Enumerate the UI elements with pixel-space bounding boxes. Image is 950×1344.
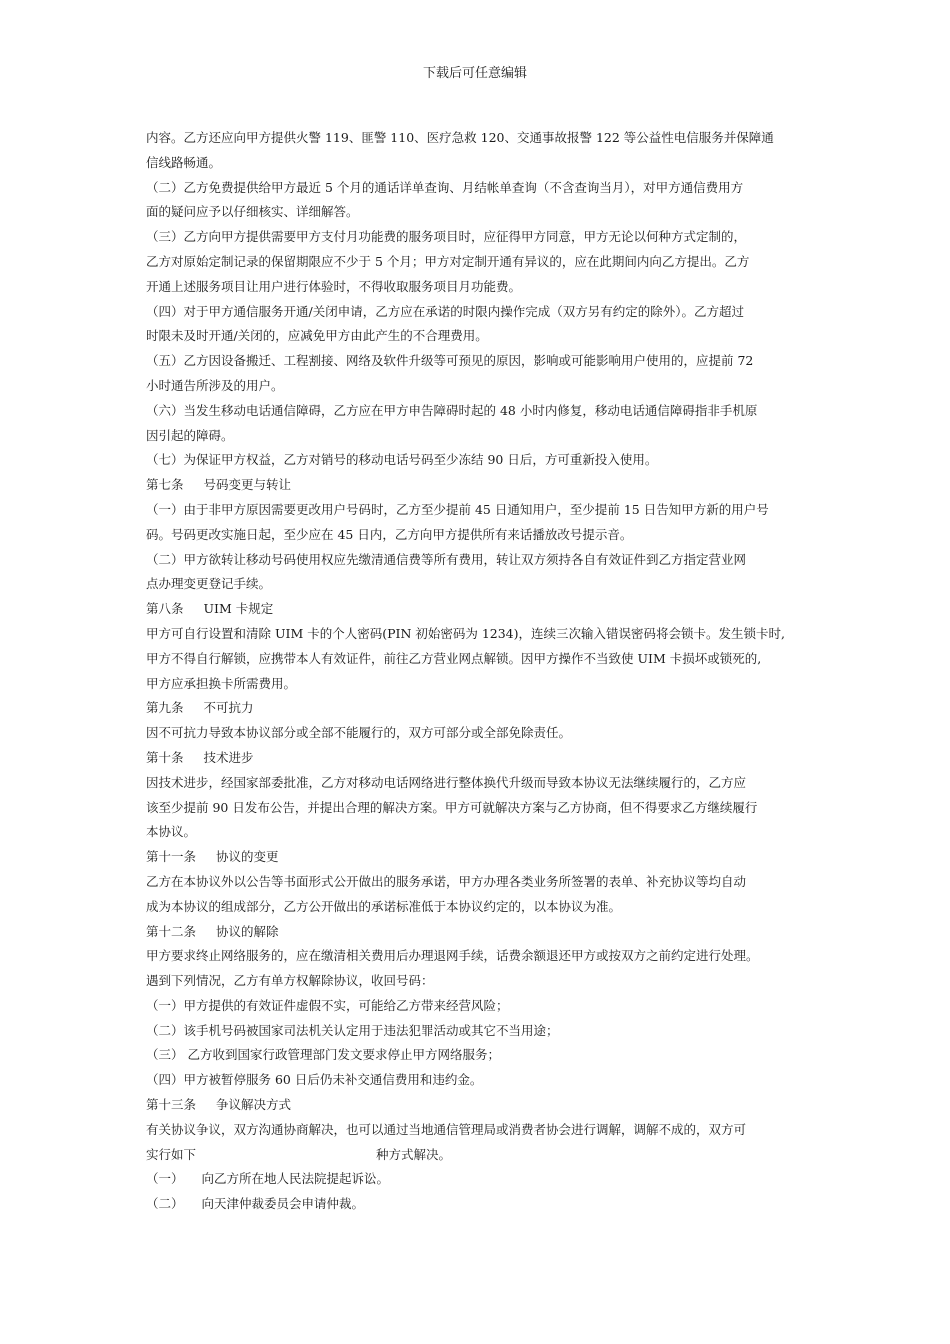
paragraph-line: 因不可抗力导致本协议部分或全部不能履行的，双方可部分或全部免除责任。 [146, 725, 572, 741]
paragraph-line: 甲方不得自行解锁，应携带本人有效证件，前往乙方营业网点解锁。因甲方操作不当致使 UIM 卡损坏或锁死的, [146, 650, 762, 666]
option-line [146, 1192, 826, 1217]
option-label: （一） [146, 1171, 184, 1187]
article-number: 第八条 [146, 601, 184, 617]
paragraph-line: 乙方对原始定制记录的保留期限应不少于 5 个月；甲方对定制开通有异议的，应在此期间内向乙方提出。乙方 [146, 253, 750, 269]
option-text: 向乙方所在地人民法院提起诉讼。 [201, 1171, 390, 1187]
paragraph-line: 码。号码更改实施日起，至少应在 45 日内，乙方向甲方提供所有来话播放改号提示音。 [146, 526, 633, 542]
paragraph-line: （七）为保证甲方权益，乙方对销号的移动电话号码至少冻结 90 日后，方可重新投入使用。 [146, 452, 658, 468]
paragraph-line: 时限未及时开通/关闭的，应减免甲方由此产生的不合理费用。 [146, 328, 488, 344]
article-title: 不可抗力 [203, 700, 254, 716]
article-number: 第九条 [146, 700, 184, 716]
paragraph-line: （四）甲方被暂停服务 60 日后仍未补交通信费用和违约金。 [146, 1072, 483, 1088]
option-line [146, 1167, 826, 1192]
paragraph-line: 遇到下列情况，乙方有单方权解除协议，收回号码： [146, 973, 434, 989]
article-title: 协议的解除 [216, 923, 279, 939]
paragraph-line: 点办理变更登记手续。 [146, 576, 272, 592]
paragraph-line: 有关协议争议，双方沟通协商解决，也可以通过当地通信管理局或消费者协会进行调解，调解不成的，双方可 [146, 1121, 747, 1137]
article-title: 技术进步 [203, 749, 254, 765]
article-title: 争议解决方式 [216, 1097, 292, 1113]
paragraph-line: （六）当发生移动电话通信障碍，乙方应在甲方申告障碍时起的 48 小时内修复，移动电话通信障碍指非手机原 [146, 402, 758, 418]
article-9-heading [146, 696, 826, 721]
paragraph-line: 成为本协议的组成部分，乙方公开做出的承诺标准低于本协议约定的，以本协议为准。 [146, 898, 622, 914]
article-number: 第十二条 [146, 923, 197, 939]
option-label: （二） [146, 1196, 184, 1212]
paragraph-line: 内容。乙方还应向甲方提供火警 119、匪警 110、医疗急救 120、交通事故报警 122 等公益性电信服务并保障通 [146, 130, 774, 145]
paragraph-line: （五）乙方因设备搬迁、工程割接、网络及软件升级等可预见的原因，影响或可能影响用户使用的，应提前 72 [146, 353, 754, 369]
paragraph-line: 因引起的障碍。 [146, 427, 234, 443]
paragraph-line: 甲方应承担换卡所需费用。 [146, 675, 297, 691]
paragraph-line: （一）甲方提供的有效证件虚假不实，可能给乙方带来经营风险； [146, 997, 509, 1013]
article-number: 第十一条 [146, 849, 197, 865]
page-header: 下载后可任意编辑 [422, 66, 527, 81]
paragraph-line: 面的疑问应予以仔细核实、详细解答。 [146, 204, 359, 220]
paragraph-line: （二）甲方欲转让移动号码使用权应先缴清通信费等所有费用，转让双方须持各自有效证件到乙方指定营业网 [146, 551, 747, 567]
text-after-blank: 种方式解决。 [376, 1146, 452, 1162]
paragraph-line: 乙方在本协议外以公告等书面形式公开做出的服务承诺，甲方办理各类业务所签署的表单、补充协议等均自动 [146, 873, 747, 889]
document-body [146, 126, 826, 1217]
article-12-heading [146, 920, 826, 945]
article-8-heading [146, 597, 826, 622]
article-title: 号码变更与转让 [203, 477, 292, 493]
paragraph-line: （四）对于甲方通信服务开通/关闭申请，乙方应在承诺的时限内操作完成（双方另有约定的除外）。乙方超过 [146, 303, 744, 319]
paragraph-line-with-blank [146, 1143, 826, 1168]
article-11-heading [146, 845, 826, 870]
paragraph-line: 本协议。 [146, 824, 197, 840]
paragraph-line: （一）由于非甲方原因需要更改用户号码时，乙方至少提前 45 日通知用户，至少提前 15 日告知甲方新的用户号 [146, 501, 769, 517]
article-number: 第十三条 [146, 1097, 197, 1113]
text-before-blank: 实行如下 [146, 1146, 197, 1162]
paragraph-line: 开通上述服务项目让用户进行体验时，不得收取服务项目月功能费。 [146, 278, 522, 294]
article-7-heading [146, 473, 826, 498]
paragraph-line: 该至少提前 90 日发布公告，并提出合理的解决方案。甲方可就解决方案与乙方协商，但不得要求乙方继续履行 [146, 799, 758, 815]
paragraph-line: 信线路畅通。 [146, 154, 222, 170]
paragraph-line: （二）该手机号码被国家司法机关认定用于违法犯罪活动或其它不当用途； [146, 1022, 559, 1038]
paragraph-line: （二）乙方免费提供给甲方最近 5 个月的通话详单查询、月结帐单查询（不含查询当月），对甲方通信费用方 [146, 179, 744, 195]
article-13-heading [146, 1093, 826, 1118]
article-number: 第七条 [146, 477, 184, 493]
paragraph-line: 甲方可自行设置和清除 UIM 卡的个人密码(PIN 初始密码为 1234)，连续三次输入错误密码将会锁卡。发生锁卡时, [146, 625, 785, 641]
paragraph-line: 因技术进步，经国家部委批准，乙方对移动电话网络进行整体换代升级而导致本协议无法继续履行的，乙方应 [146, 774, 747, 790]
paragraph-line: 甲方要求终止网络服务的，应在缴清相关费用后办理退网手续，话费余额退还甲方或按双方之前约定进行处理。 [146, 948, 759, 964]
paragraph-line: 小时通告所涉及的用户。 [146, 377, 284, 393]
article-title: 协议的变更 [216, 849, 279, 865]
paragraph-line: （三） 乙方收到国家行政管理部门发文要求停止甲方网络服务； [146, 1047, 500, 1063]
option-text: 向天津仲裁委员会申请仲裁。 [201, 1196, 365, 1212]
paragraph-line: （三）乙方向甲方提供需要甲方支付月功能费的服务项目时，应征得甲方同意，甲方无论以何种方式定制的， [146, 229, 747, 245]
article-number: 第十条 [146, 749, 184, 765]
article-title: UIM 卡规定 [203, 601, 274, 617]
article-10-heading [146, 746, 826, 771]
